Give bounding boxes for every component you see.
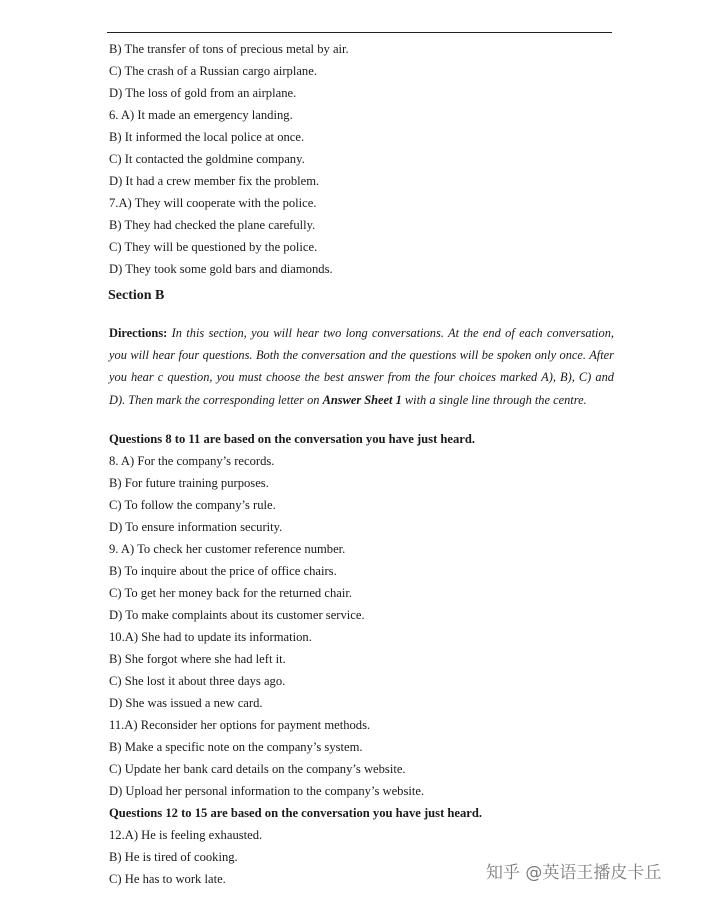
option-6c: C) It contacted the goldmine company. bbox=[109, 152, 305, 166]
option-7d: D) They took some gold bars and diamonds. bbox=[109, 262, 333, 276]
option-12b: B) He is tired of cooking. bbox=[109, 850, 238, 864]
option-5c: C) The crash of a Russian cargo airplane. bbox=[109, 64, 317, 78]
top-rule bbox=[107, 32, 612, 33]
directions-text: In this section, you will hear two long conversations. At the end of each conversation, you will hear four questions. Both the conversation and the questions will be spoken only once. After you hear c question, you must choose the best answer from the four choices marked A), B), C) and D). Then mark the corresponding letter on bbox=[109, 326, 614, 407]
option-9a: 9. A) To check her customer reference number. bbox=[109, 542, 346, 556]
option-9d: D) To make complaints about its customer service. bbox=[109, 608, 365, 622]
option-8c: C) To follow the company’s rule. bbox=[109, 498, 276, 512]
option-9b: B) To inquire about the price of office chairs. bbox=[109, 564, 337, 578]
option-7a: 7.A) They will cooperate with the police. bbox=[109, 196, 317, 210]
option-8a: 8. A) For the company’s records. bbox=[109, 454, 275, 468]
directions-label: Directions: bbox=[109, 326, 168, 340]
option-6d: D) It had a crew member fix the problem. bbox=[109, 174, 320, 188]
answer-sheet-ref: Answer Sheet 1 bbox=[322, 392, 402, 407]
section-title: Section B bbox=[108, 288, 165, 303]
option-5d: D) The loss of gold from an airplane. bbox=[109, 86, 297, 100]
option-6b: B) It informed the local police at once. bbox=[109, 130, 305, 144]
option-7c: C) They will be questioned by the police. bbox=[109, 240, 318, 254]
questions-12-15-header: Questions 12 to 15 are based on the conversation you have just heard. bbox=[109, 806, 483, 820]
option-11d: D) Upload her personal information to the company’s website. bbox=[109, 784, 425, 798]
directions-text-end: with a single line through the centre. bbox=[401, 392, 587, 407]
option-8b: B) For future training purposes. bbox=[109, 476, 269, 490]
option-11a: 11.A) Reconsider her options for payment methods. bbox=[109, 718, 371, 732]
option-10b: B) She forgot where she had left it. bbox=[109, 652, 286, 666]
directions-paragraph bbox=[109, 322, 614, 411]
option-6a: 6. A) It made an emergency landing. bbox=[109, 108, 293, 122]
option-12a: 12.A) He is feeling exhausted. bbox=[109, 828, 263, 842]
option-5b: B) The transfer of tons of precious metal by air. bbox=[109, 42, 349, 56]
option-11c: C) Update her bank card details on the company’s website. bbox=[109, 762, 406, 776]
option-10d: D) She was issued a new card. bbox=[109, 696, 263, 710]
option-8d: D) To ensure information security. bbox=[109, 520, 283, 534]
option-9c: C) To get her money back for the returned chair. bbox=[109, 586, 352, 600]
zhihu-watermark: 知乎 @英语王播皮卡丘 bbox=[486, 863, 662, 883]
option-10c: C) She lost it about three days ago. bbox=[109, 674, 286, 688]
option-12c: C) He has to work late. bbox=[109, 872, 226, 886]
option-11b: B) Make a specific note on the company’s system. bbox=[109, 740, 363, 754]
option-10a: 10.A) She had to update its information. bbox=[109, 630, 312, 644]
questions-8-11-header: Questions 8 to 11 are based on the conversation you have just heard. bbox=[109, 432, 476, 446]
option-7b: B) They had checked the plane carefully. bbox=[109, 218, 316, 232]
